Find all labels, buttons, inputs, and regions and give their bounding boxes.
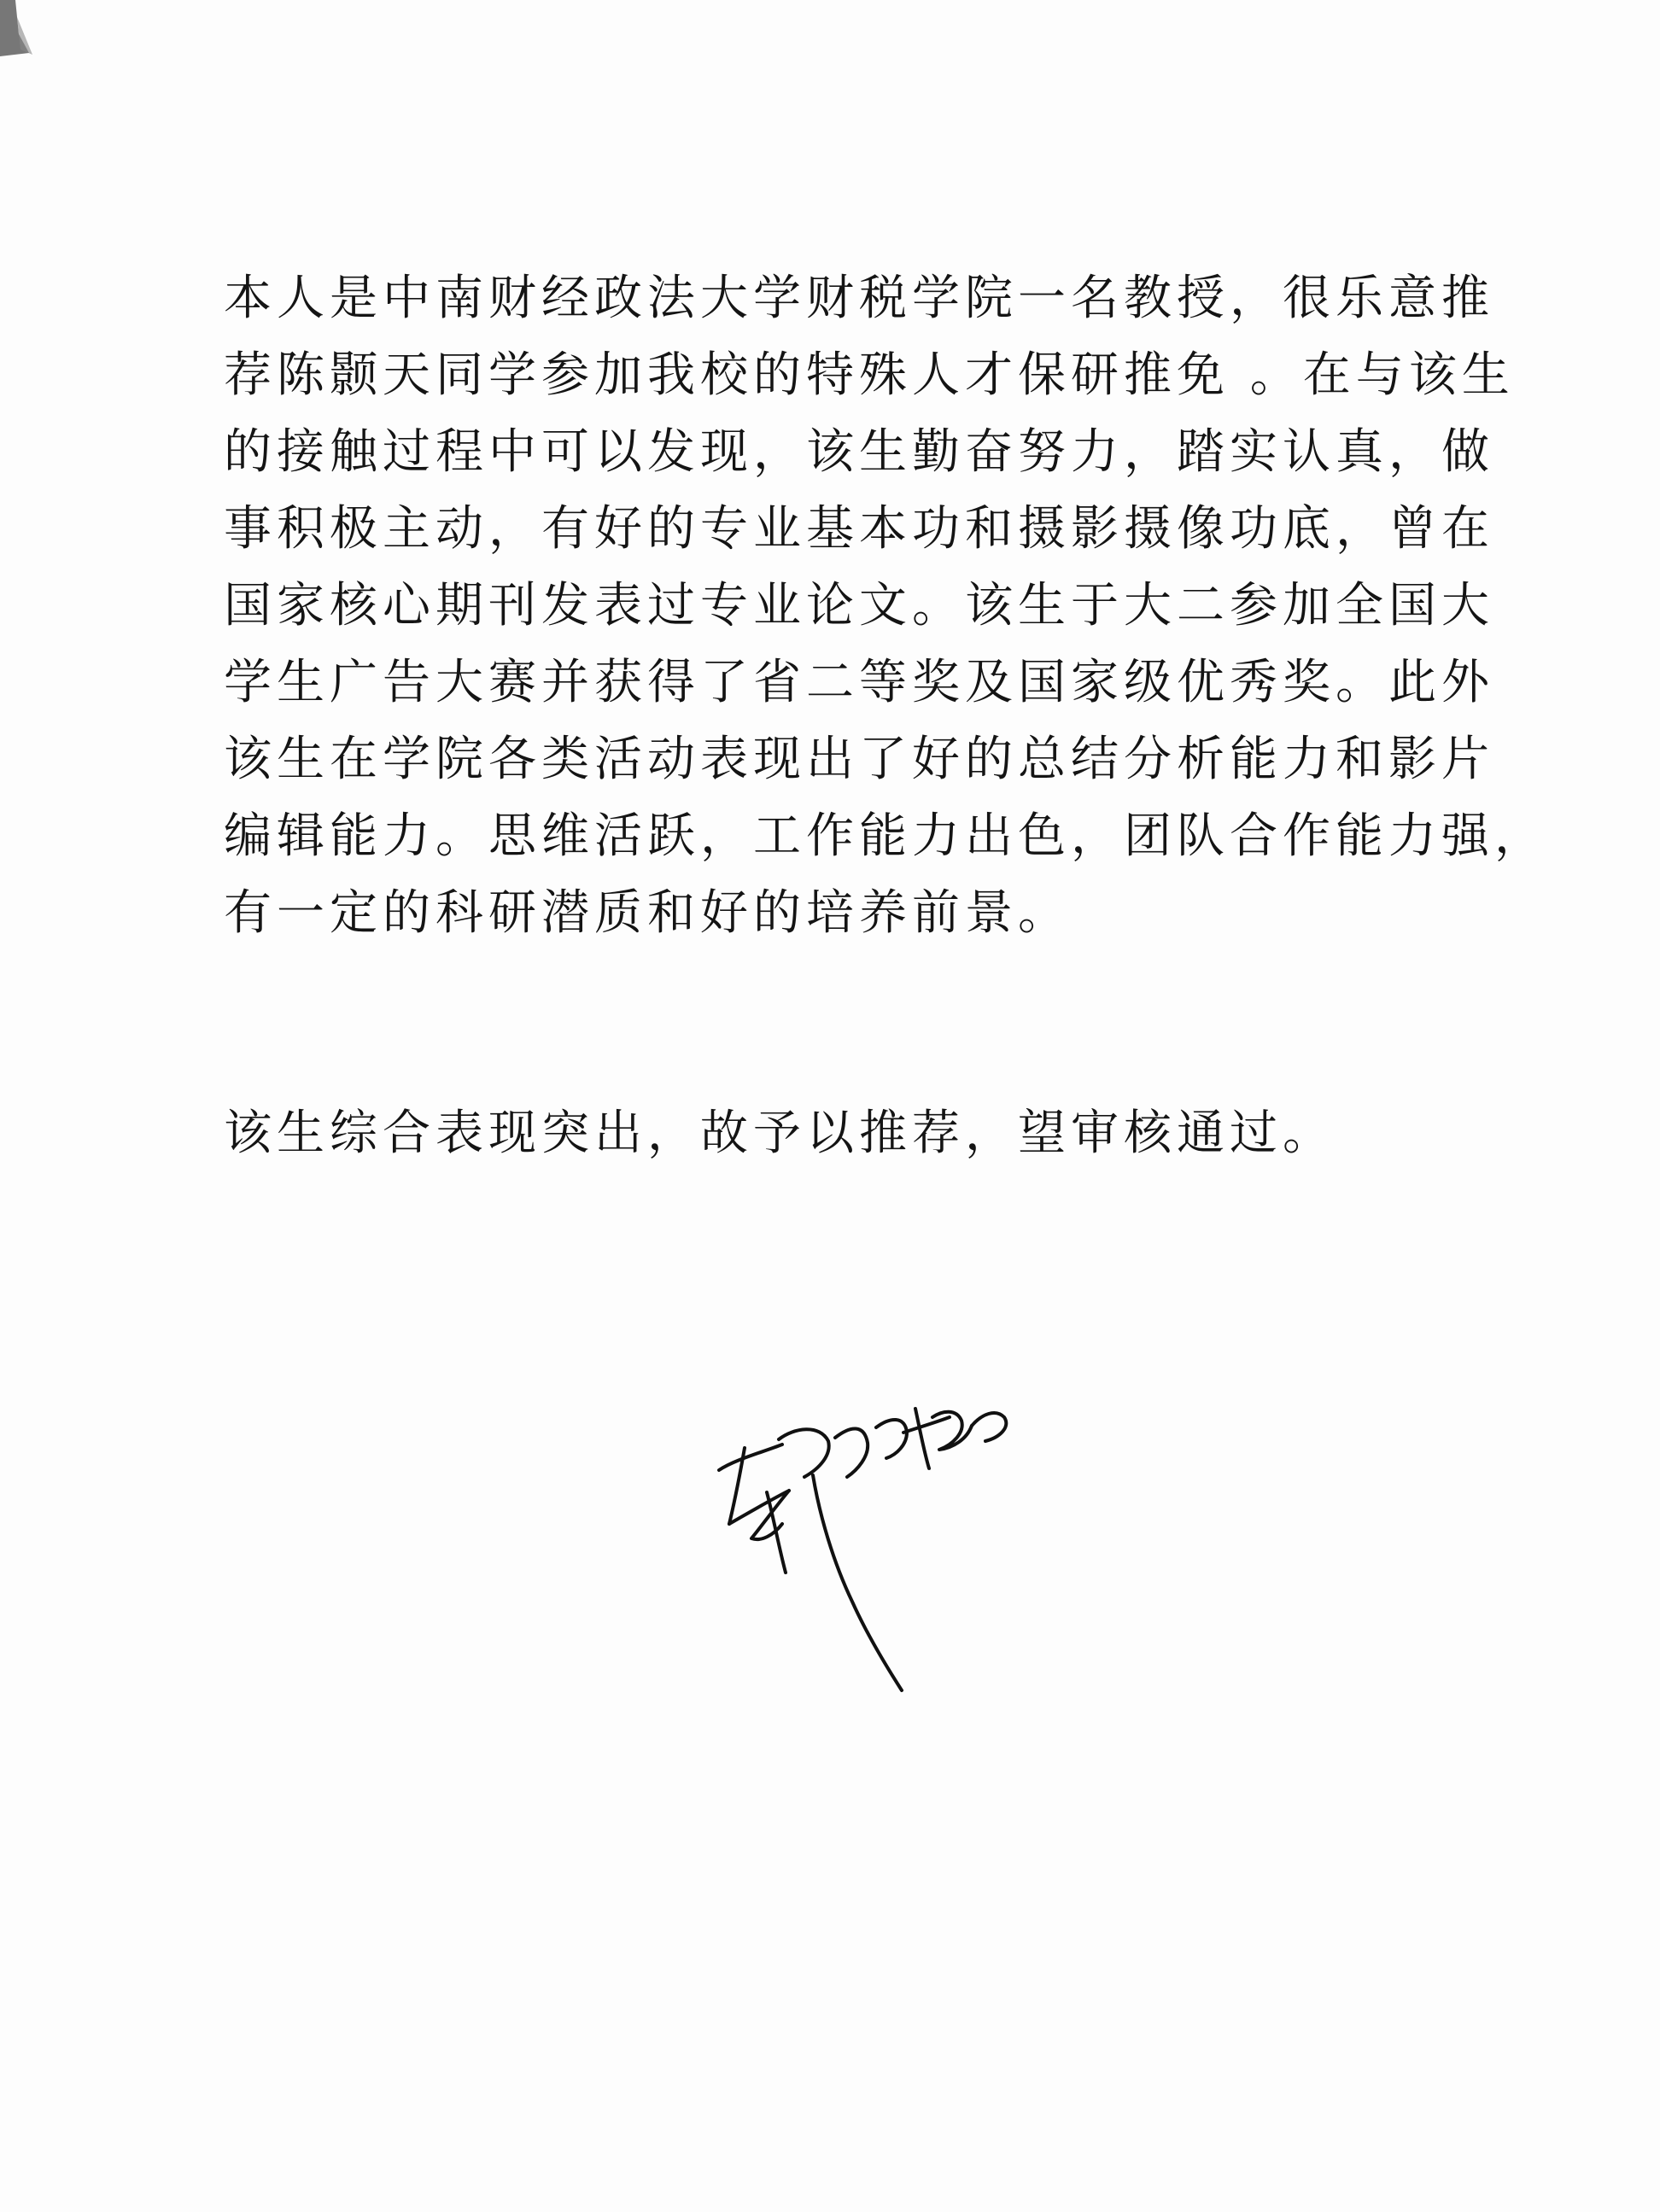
letter-line: 本人是中南财经政法大学财税学院一名教授，很乐意推 (224, 271, 1494, 326)
letter-body (224, 260, 1547, 952)
letter-line: 该生在学院各类活动表现出了好的总结分析能力和影片 (224, 732, 1494, 787)
letter-line: 荐陈颢天同学参加我校的特殊人才保研推免 。在与该生 (224, 347, 1515, 403)
letter-line: 国家核心期刊发表过专业论文。该生于大二参加全国大 (224, 578, 1494, 633)
letter-line: 学生广告大赛并获得了省二等奖及国家级优秀奖。此外 (224, 655, 1494, 710)
letter-line: 事积极主动，有好的专业基本功和摄影摄像功底，曾在 (224, 501, 1494, 557)
handwritten-signature (700, 1349, 1076, 1707)
closing-sentence: 该生综合表现突出，故予以推荐，望审核通过。 (224, 1106, 1336, 1161)
letter-line: 编辑能力。思维活跃，工作能力出色，团队合作能力强， (224, 808, 1547, 864)
scan-corner-mark (0, 0, 51, 60)
letter-line: 的接触过程中可以发现，该生勤奋努力，踏实认真，做 (224, 424, 1494, 480)
letter-line: 有一定的科研潜质和好的培养前景。 (224, 885, 1071, 941)
